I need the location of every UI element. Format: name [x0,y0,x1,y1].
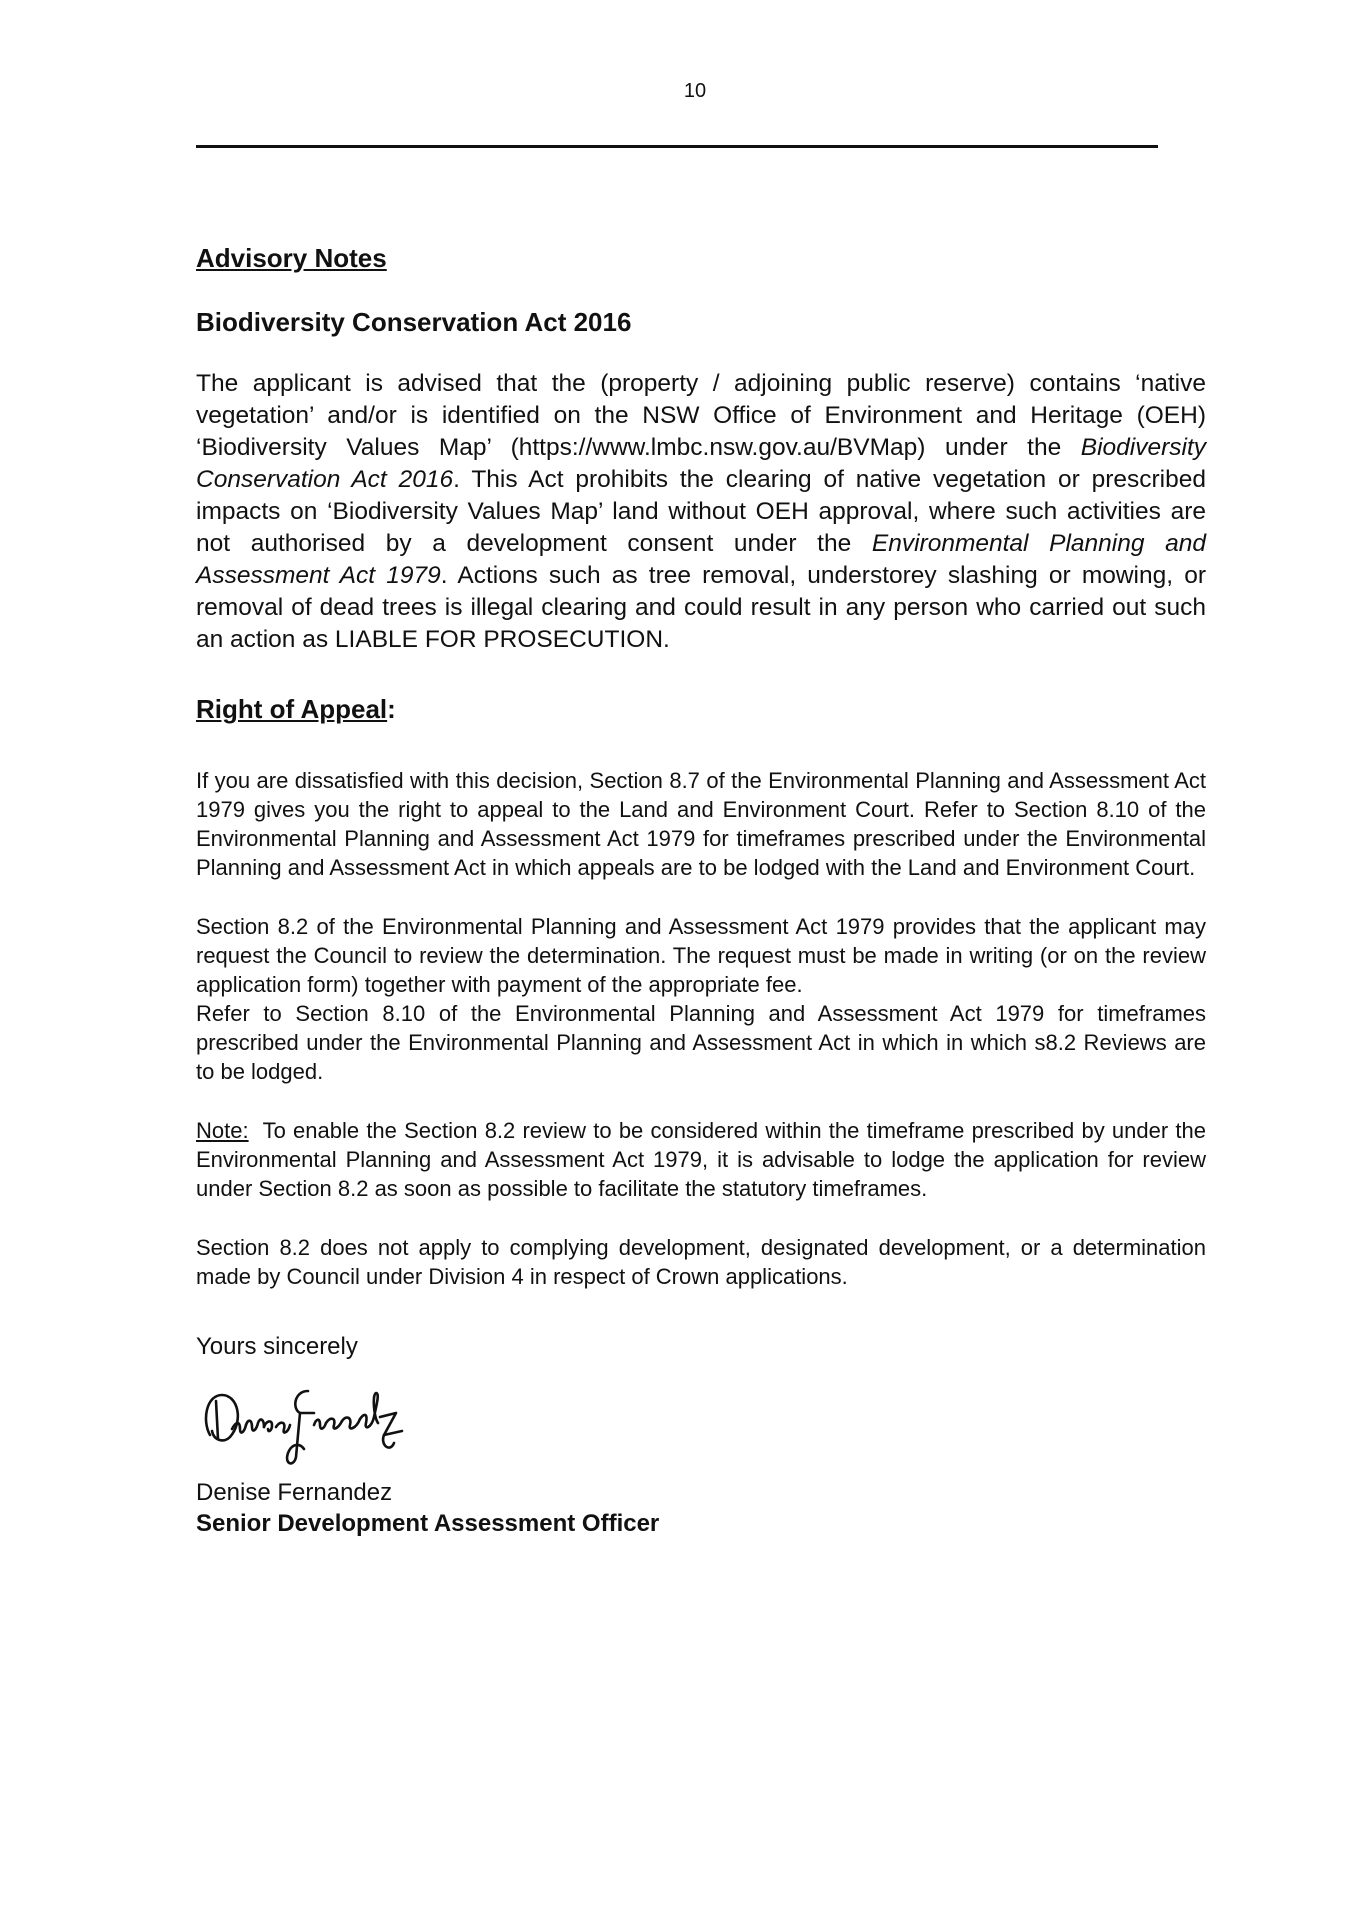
note-text: To enable the Section 8.2 review to be considered within the timeframe prescribed by under the Environmental Planning and Assessment Act 1979, it is advisable to lodge the application for review under Section 8.2 as soon as possible to facilitate the statutory timeframes. [196,1117,1213,1201]
biodiversity-act-heading: Biodiversity Conservation Act 2016 [196,307,632,338]
letter-body [196,243,1213,1539]
appeal-paragraph-1: If you are dissatisfied with this decision, Section 8.7 of the Environmental Planning and Assessment Act 1979 gives you the right to appeal to the Land and Environment Court. Refer to Section 8.10 of the Environmental Planning and Assessment Act 1979 for timeframes prescribed under the Environmental Planning and Assessment Act in which appeals are to be lodged with the Land and Environment Court. [196,767,1206,880]
appeal-paragraph-3: Refer to Section 8.10 of the Environmental Planning and Assessment Act 1979 for timeframes prescribed under the Environmental Planning and Assessment Act in which in which s8.2 Reviews are to be lodged. [196,1000,1206,1084]
advisory-notes-heading: Advisory Notes [196,243,387,273]
page-number: 10 [683,80,707,102]
signer-title: Senior Development Assessment Officer [196,1509,660,1537]
appeal-paragraph-2: Section 8.2 of the Environmental Planning and Assessment Act 1979 provides that the applicant may request the Council to review the determination. The request must be made in writing (or on the review application form) together with payment of the appropriate fee. [196,913,1206,997]
appeal-paragraph-4: Section 8.2 does not apply to complying development, designated development, or a determination made by Council under Division 4 in respect of Crown applications. [196,1234,1206,1289]
bio-text-1: The applicant is advised that the (property / adjoining public reserve) contains ‘native vegetation’ and/or is identified on the NSW Office of Environment and Heritage (OEH) ‘Biodiversity Values Map’ (https://www.lmbc.nsw.gov.au/BVMap) under the [196,370,1206,462]
appeal-heading-colon: : [387,694,396,725]
bio-text-3: . Actions such as tree removal, understorey slashing or mowing, or removal of dead trees is illegal clearing and could result in any person who carried out such an action as LIABLE FOR PROSECUTION. [196,562,1206,654]
right-of-appeal-heading [196,694,1206,725]
signature-image [196,1373,426,1473]
appeal-heading-text: Right of Appeal [196,694,388,725]
salutation: Yours sincerely [196,1332,358,1360]
bio-text-2: . This Act prohibits the clearing of native vegetation or prescribed impacts on ‘Biodiversity Values Map’ land without OEH approval, where such activities are not authorised by a development consent under the [196,466,1206,558]
bio-act-citation: Biodiversity Conservation Act 2016 [196,434,1206,494]
signer-name: Denise Fernandez [196,1478,393,1506]
header-divider [196,145,1158,148]
epa-act-citation: Environmental Planning and Assessment Act 1979 [196,530,1206,590]
biodiversity-paragraph [196,368,1206,656]
appeal-note [196,1116,1213,1203]
note-label: Note: [196,1117,249,1143]
